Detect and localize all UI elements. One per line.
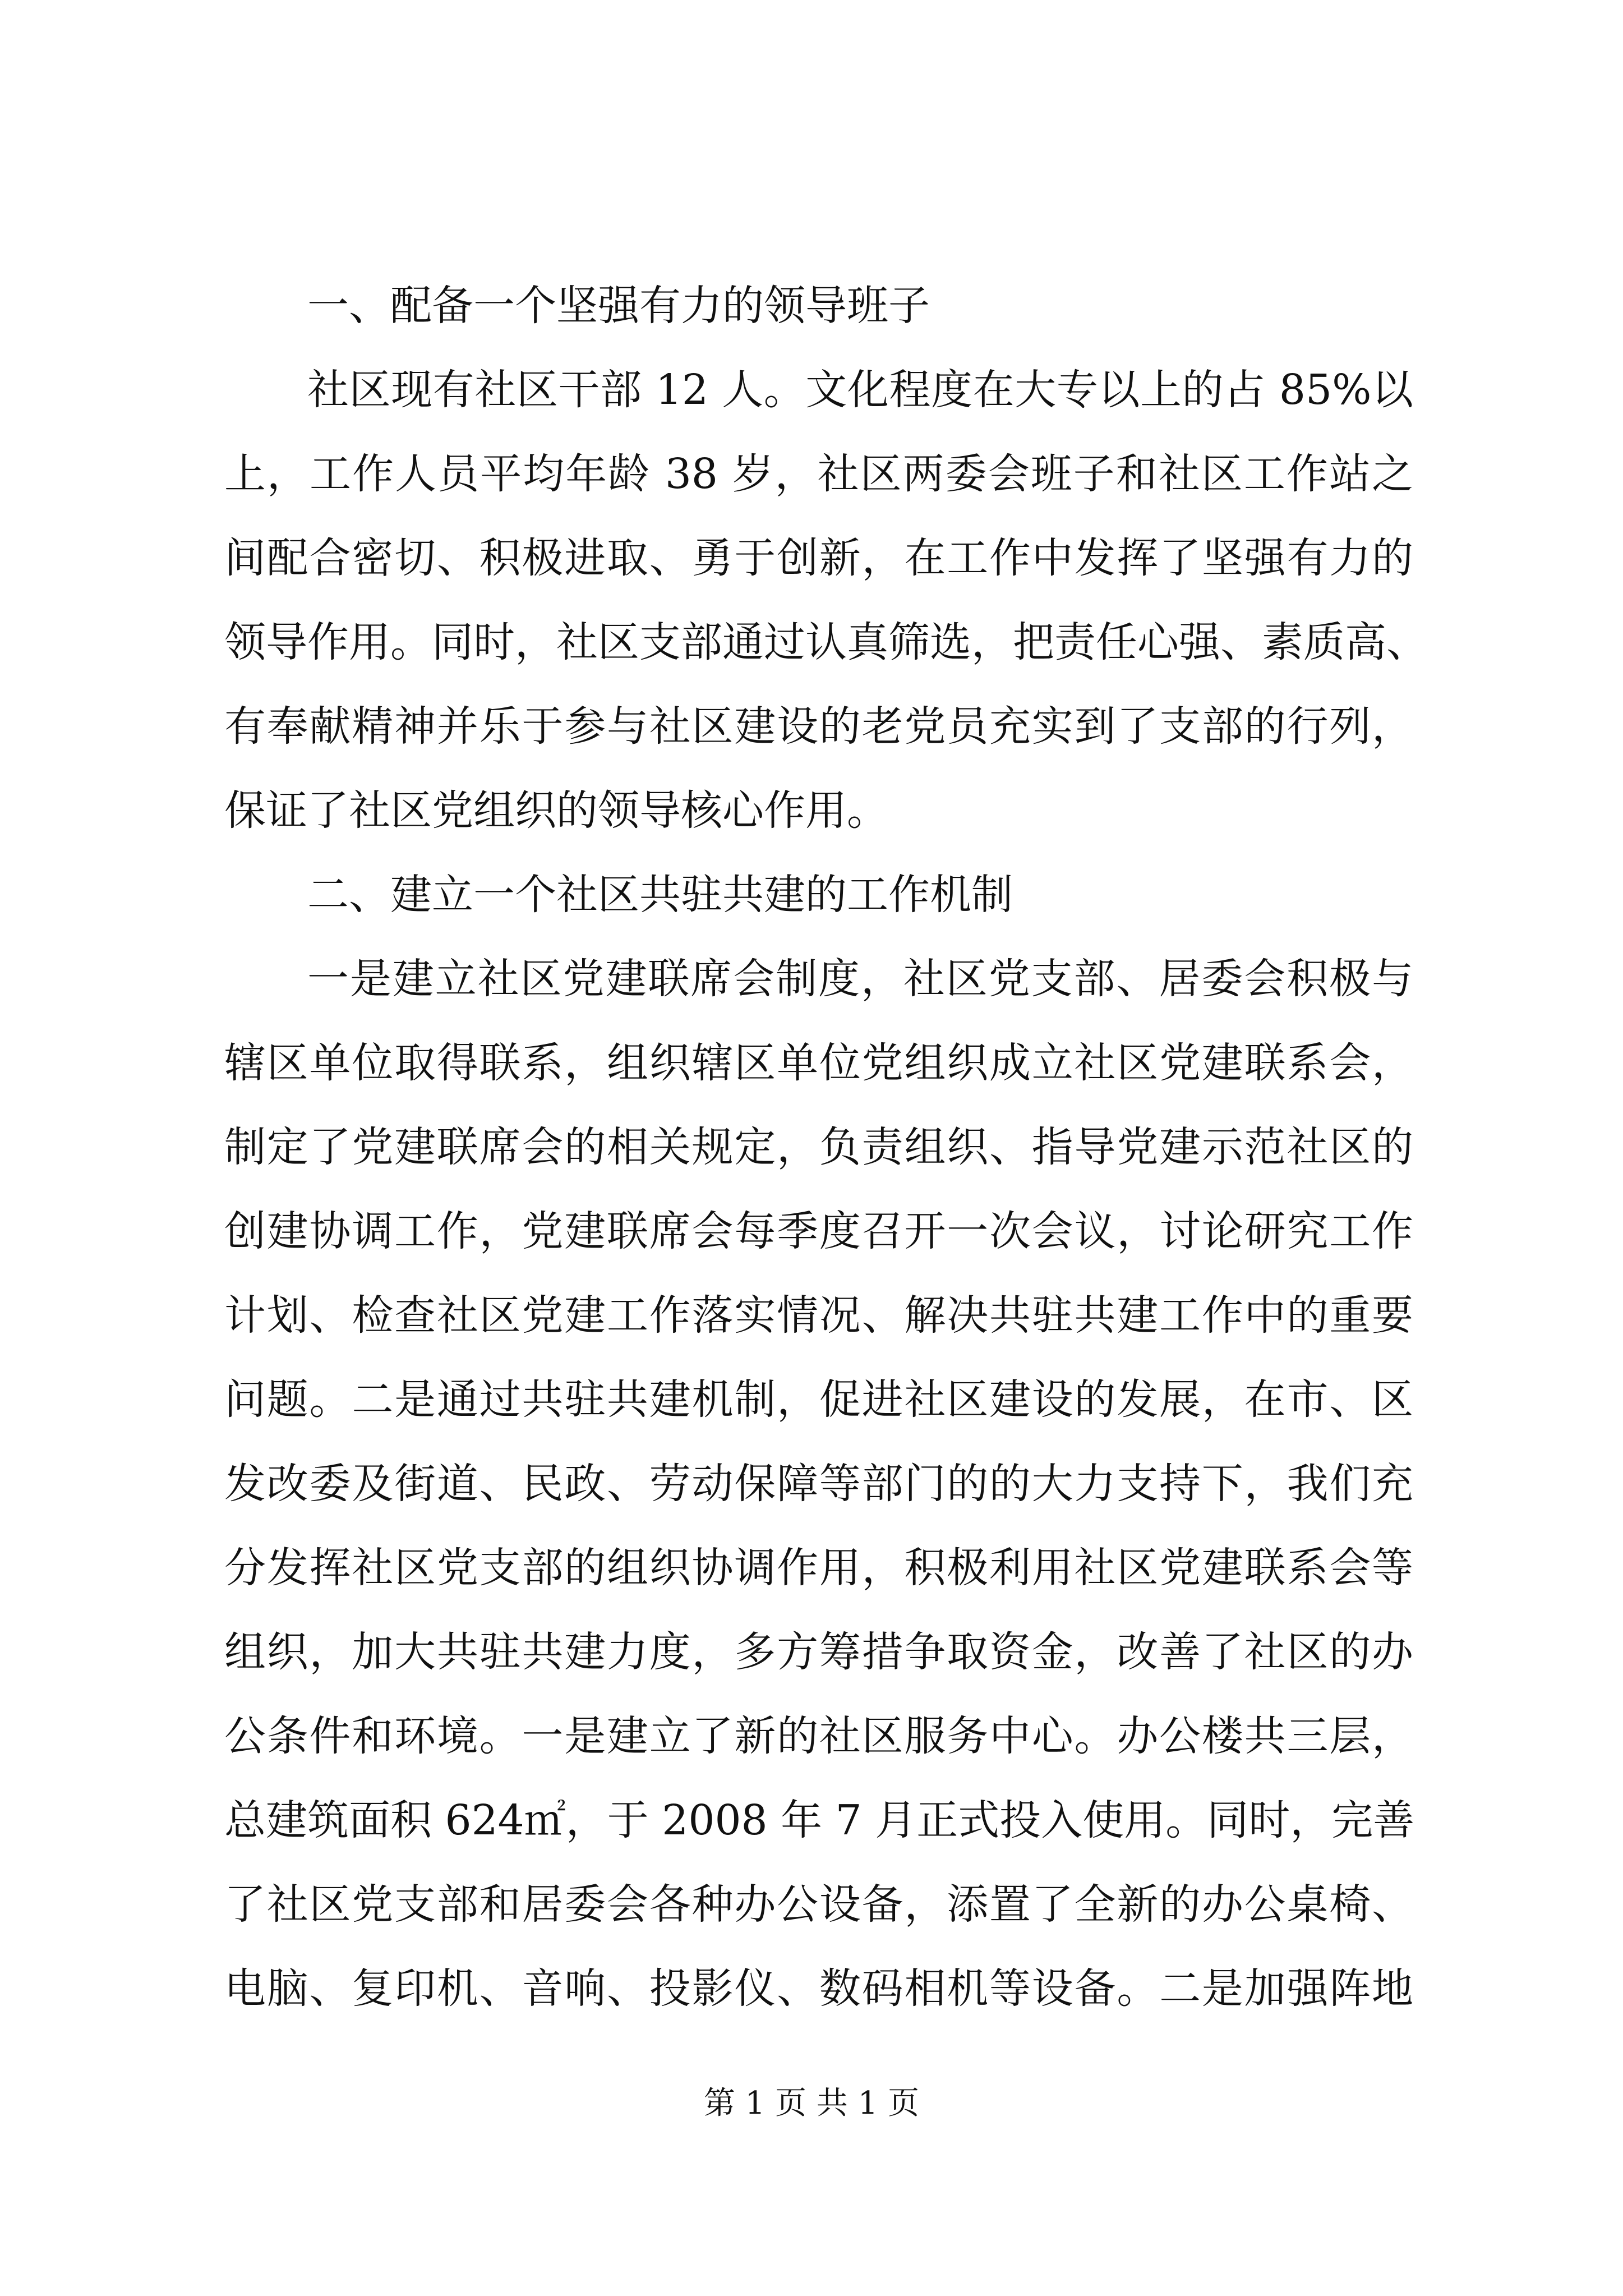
paragraph-line: 公条件和环境。一是建立了新的社区服务中心。办公楼共三层，: [224, 1712, 1413, 1760]
paragraph-line: 社区现有社区干部 12 人。文化程度在大专以上的占 85%以: [307, 366, 1413, 414]
paragraph-line: 有奉献精神并乐于参与社区建设的老党员充实到了支部的行列，: [224, 702, 1413, 751]
paragraph-line: 领导作用。同时，社区支部通过认真筛选，把责任心强、素质高、: [224, 618, 1428, 666]
paragraph-line: 了社区党支部和居委会各种办公设备，添置了全新的办公桌椅、: [224, 1880, 1413, 1929]
paragraph-line: 创建协调工作，党建联席会每季度召开一次会议，讨论研究工作: [224, 1207, 1413, 1255]
paragraph-line: 一是建立社区党建联席会制度，社区党支部、居委会积极与: [307, 955, 1413, 1003]
document-body: [224, 264, 1428, 2031]
page-footer: [0, 2081, 1623, 2126]
paragraph-line: 制定了党建联席会的相关规定，负责组织、指导党建示范社区的: [224, 1123, 1413, 1171]
paragraph-line: 上，工作人员平均年龄 38 岁，社区两委会班子和社区工作站之: [224, 450, 1413, 498]
paragraph-line: 总建筑面积 624㎡，于 2008 年 7 月正式投入使用。同时，完善: [224, 1796, 1415, 1844]
paragraph-line: 计划、检查社区党建工作落实情况、解决共驻共建工作中的重要: [224, 1291, 1413, 1340]
paragraph-line: 组织，加大共驻共建力度，多方筹措争取资金，改善了社区的办: [224, 1628, 1413, 1676]
paragraph-line: 辖区单位取得联系，组织辖区单位党组织成立社区党建联系会，: [224, 1039, 1413, 1087]
paragraph-line: 间配合密切、积极进取、勇于创新，在工作中发挥了坚强有力的: [224, 534, 1413, 582]
paragraph-line: 电脑、复印机、音响、投影仪、数码相机等设备。二是加强阵地: [224, 1964, 1413, 2013]
page-number-label: 第 1 页 共 1 页: [703, 2085, 920, 2122]
section-heading-2: 二、建立一个社区共驻共建的工作机制: [307, 871, 1013, 919]
paragraph-line: 分发挥社区党支部的组织协调作用，积极利用社区党建联系会等: [224, 1544, 1413, 1592]
paragraph-line: 保证了社区党组织的领导核心作用。: [224, 786, 888, 835]
section-heading-1: 一、配备一个坚强有力的领导班子: [307, 282, 930, 330]
paragraph-line: 发改委及街道、民政、劳动保障等部门的的大力支持下，我们充: [224, 1460, 1413, 1508]
paragraph-line: 问题。二是通过共驻共建机制，促进社区建设的发展，在市、区: [224, 1375, 1413, 1424]
